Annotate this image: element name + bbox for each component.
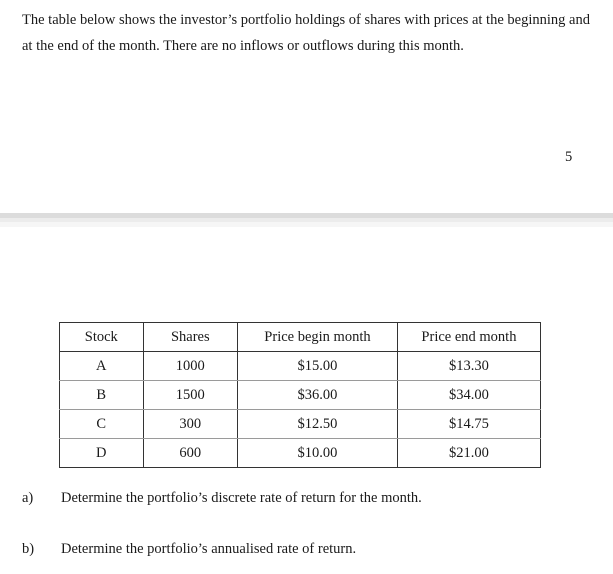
cell-shares: 600	[143, 439, 237, 468]
cell-shares: 1000	[143, 352, 237, 381]
table-header-row	[60, 323, 541, 352]
page-number: 5	[565, 149, 573, 165]
table-row	[60, 410, 541, 439]
cell-price-end: $21.00	[397, 439, 540, 468]
cell-price-end: $13.30	[397, 352, 540, 381]
portfolio-holdings-table	[59, 322, 541, 468]
question-label: b)	[22, 541, 35, 557]
table-row	[60, 352, 541, 381]
cell-stock: D	[60, 439, 144, 468]
cell-price-begin: $15.00	[238, 352, 398, 381]
table-row	[60, 381, 541, 410]
cell-price-begin: $12.50	[238, 410, 398, 439]
cell-stock: C	[60, 410, 144, 439]
cell-stock: B	[60, 381, 144, 410]
column-header-stock: Stock	[60, 323, 144, 352]
question-label: a)	[22, 490, 34, 506]
cell-price-begin: $10.00	[238, 439, 398, 468]
intro-paragraph: The table below shows the investor’s portfolio holdings of shares with prices at the beginning and at the end of the month. There are no inflows or outflows during this month.	[22, 12, 590, 54]
column-header-price-end: Price end month	[397, 323, 540, 352]
cell-price-end: $34.00	[397, 381, 540, 410]
cell-stock: A	[60, 352, 144, 381]
question-text: Determine the portfolio’s annualised rate of return.	[61, 541, 357, 557]
cell-shares: 300	[143, 410, 237, 439]
column-header-price-begin: Price begin month	[238, 323, 398, 352]
cell-shares: 1500	[143, 381, 237, 410]
page-break-divider	[0, 213, 613, 227]
cell-price-end: $14.75	[397, 410, 540, 439]
question-text: Determine the portfolio’s discrete rate of return for the month.	[61, 490, 422, 506]
column-header-shares: Shares	[143, 323, 237, 352]
cell-price-begin: $36.00	[238, 381, 398, 410]
table-row	[60, 439, 541, 468]
